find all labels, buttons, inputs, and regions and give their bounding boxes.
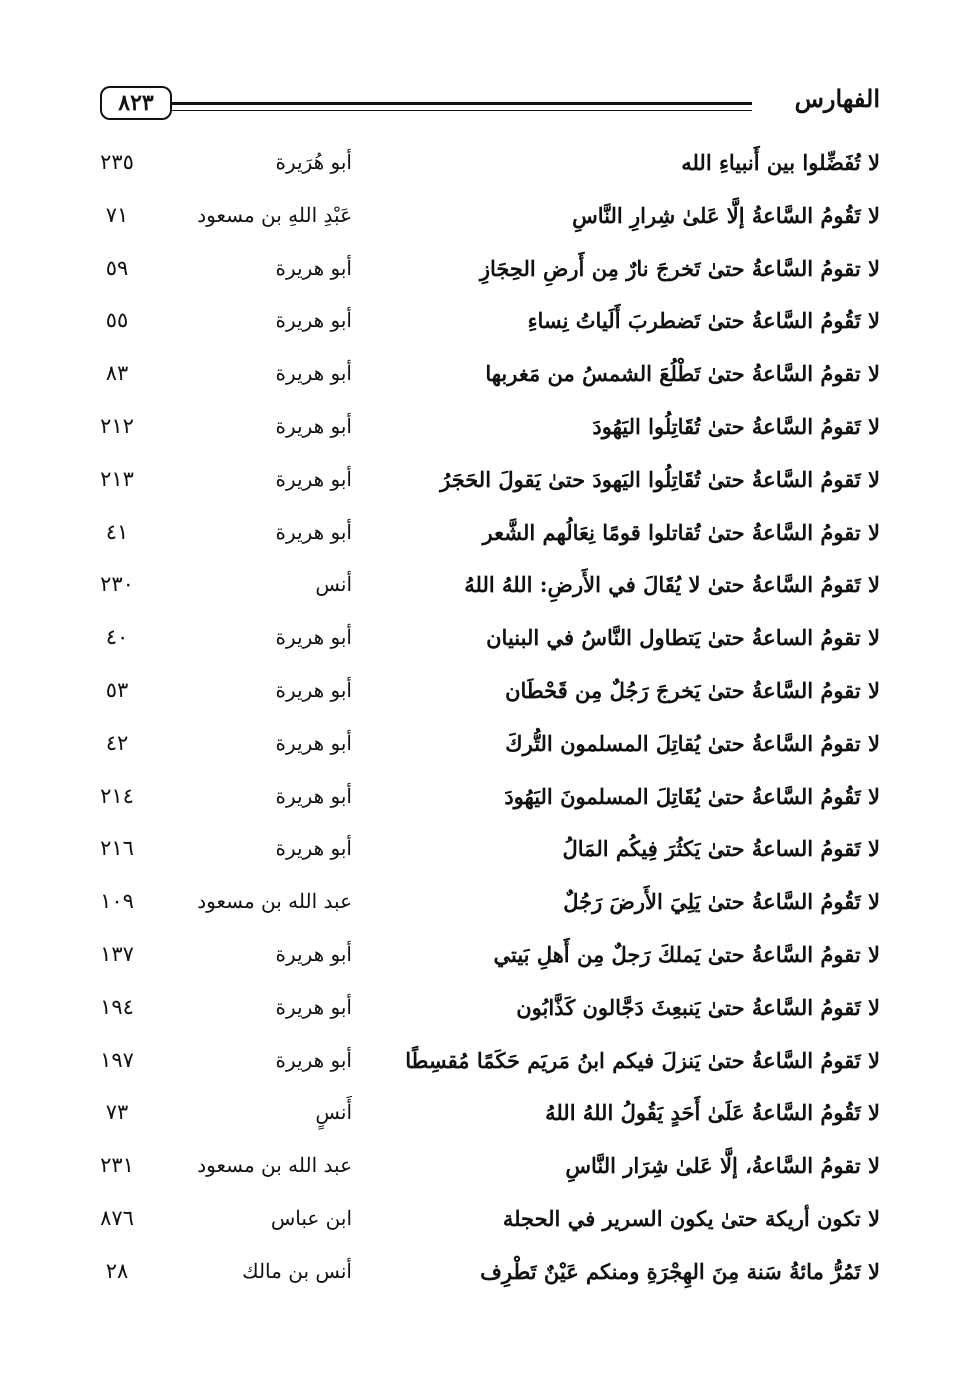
narrator: أبو هريرة bbox=[275, 625, 352, 650]
narrator: أبو هريرة bbox=[275, 255, 352, 280]
hadith-text: لا تقومُ السَّاعةُ حتىٰ يَخرجَ رَجُلٌ مِن قَحْطَان bbox=[505, 677, 880, 703]
index-row bbox=[60, 193, 880, 246]
page-reference: ٢٣٠ bbox=[100, 572, 134, 597]
hadith-text: لا تَقُومُ السَّاعةُ حتىٰ يَلِيَ الأَرضَ رَجُلٌ bbox=[563, 889, 880, 915]
page-reference: ٢١٣ bbox=[100, 466, 134, 491]
hadith-text: لا تقومُ السَّاعةُ حتىٰ تَطْلُعَ الشمسُ من مَغربها bbox=[485, 361, 880, 387]
hadith-text: لا تَقومُ السَّاعةُ حتىٰ تُقَاتِلُوا اليَهودَ حتىٰ يَقولَ الحَجَرُ bbox=[440, 466, 880, 492]
index-row bbox=[60, 457, 880, 510]
index-row bbox=[60, 562, 880, 615]
narrator: أبو هريرة bbox=[275, 308, 352, 333]
page-reference: ١٩٤ bbox=[100, 994, 134, 1019]
narrator: أبو هريرة bbox=[275, 994, 352, 1019]
hadith-text: لا تَقومُ السَّاعةُ حتىٰ تُقَاتِلُوا اليَهُودَ bbox=[592, 413, 880, 439]
hadith-text: لا تَقومُ السَّاعةُ حتىٰ يَنزلَ فيكم ابنُ مَريَم حَكَمًا مُقسِطًا bbox=[405, 1047, 880, 1073]
hadith-text: لا تقومُ الساعةُ حتىٰ يَتطاول النَّاسُ في البنيان bbox=[486, 625, 880, 651]
narrator: أبو هريرة bbox=[275, 413, 352, 438]
index-row bbox=[60, 774, 880, 827]
hadith-text: لا تَقُومُ السَّاعةُ حتىٰ يُقَاتِلَ المسلمونَ اليَهُودَ bbox=[504, 783, 880, 809]
narrator: أبو هريرة bbox=[275, 361, 352, 386]
narrator: أبو هريرة bbox=[275, 941, 352, 966]
hadith-text: لا تكون أريكة حتىٰ يكون السرير في الحجلة bbox=[502, 1205, 880, 1231]
page-reference: ٨٣ bbox=[105, 361, 129, 386]
narrator: أبو هريرة bbox=[275, 836, 352, 861]
page-reference: ١٣٧ bbox=[100, 941, 134, 966]
index-row bbox=[60, 932, 880, 985]
narrator: عبد الله بن مسعود bbox=[197, 1153, 352, 1178]
index-row bbox=[60, 985, 880, 1038]
page-reference: ٢٣٥ bbox=[100, 150, 134, 174]
page-reference: ٢٣١ bbox=[100, 1153, 134, 1178]
narrator: أبو هريرة bbox=[275, 783, 352, 808]
index-row bbox=[60, 668, 880, 721]
hadith-text: لا تقومُ السَّاعةُ حتىٰ يَملكَ رَجلٌ مِن أَهلِ بَيتي bbox=[493, 941, 880, 967]
index-row bbox=[60, 1196, 880, 1249]
page-reference: ٤٠ bbox=[105, 625, 129, 650]
hadith-text: لا تقومُ السَّاعةُ حتىٰ تَخرجَ نارٌ مِن أَرضِ الحِجَازِ bbox=[479, 255, 880, 281]
narrator: أبو هريرة bbox=[275, 730, 352, 755]
hadith-text: لا تُفَضِّلوا بين أَنبياءِ الله bbox=[681, 150, 880, 175]
page-reference: ٨٧٦ bbox=[100, 1205, 134, 1230]
hadith-text: لا تقومُ السَّاعةُ حتىٰ تُقاتلوا قومًا نِعَالُهم الشَّعر bbox=[482, 519, 880, 545]
hadith-text: لا تَقومُ الساعةُ حتىٰ يَكثُرَ فِيكُم المَالُ bbox=[562, 836, 880, 862]
page-reference: ٥٥ bbox=[105, 308, 129, 333]
narrator: أبو هريرة bbox=[275, 677, 352, 702]
page-reference: ٤١ bbox=[105, 519, 129, 544]
narrator: عبد الله بن مسعود bbox=[197, 889, 352, 914]
narrator: أَنسٍ bbox=[315, 1100, 352, 1125]
hadith-index-list bbox=[60, 140, 880, 1302]
narrator: أبو هريرة bbox=[275, 466, 352, 491]
index-row bbox=[60, 1249, 880, 1302]
page-reference: ٢١٤ bbox=[100, 783, 134, 808]
hadith-text: لا تَقُومُ السَّاعةُ حتىٰ تَضطربَ أَلَياتُ نِساءِ bbox=[527, 308, 880, 334]
narrator: عَبْدِ اللهِ بن مسعود bbox=[197, 202, 352, 227]
index-row bbox=[60, 826, 880, 879]
index-row bbox=[60, 615, 880, 668]
index-row bbox=[60, 246, 880, 299]
hadith-text: لا تَقُومُ السَّاعةُ عَلَىٰ أَحَدٍ يَقُولُ اللهُ اللهُ bbox=[545, 1100, 880, 1126]
running-head: الفهارس bbox=[794, 84, 880, 113]
index-row bbox=[60, 1090, 880, 1143]
page-reference: ١٠٩ bbox=[100, 889, 134, 914]
page-reference: ٢١٢ bbox=[100, 413, 134, 438]
narrator: أبو هريرة bbox=[275, 519, 352, 544]
page-reference: ٢١٦ bbox=[100, 836, 134, 861]
narrator: أبو هريرة bbox=[275, 1047, 352, 1072]
index-row bbox=[60, 351, 880, 404]
hadith-text: لا تَقومُ السَّاعةُ حتىٰ يَنبعِثَ دَجَّالون كَذَّابُون bbox=[516, 994, 880, 1020]
hadith-text: لا تقومُ السَّاعةُ، إلَّا عَلىٰ شِرَار النَّاسِ bbox=[565, 1153, 880, 1179]
narrator: ابن عباس bbox=[270, 1205, 352, 1230]
page-reference: ٧١ bbox=[105, 202, 129, 227]
page-reference: ٥٩ bbox=[105, 255, 129, 280]
index-row bbox=[60, 1143, 880, 1196]
page-header bbox=[100, 86, 880, 126]
narrator: أنس bbox=[315, 572, 352, 597]
page-reference: ٥٣ bbox=[105, 677, 129, 702]
page-reference: ٤٢ bbox=[105, 730, 129, 755]
narrator: أبو هُرَيرة bbox=[275, 150, 352, 174]
page-number: ٨٢٣ bbox=[100, 86, 172, 120]
hadith-text: لا تَقومُ السَّاعةُ حتىٰ لا يُقَالَ في الأَرضِ: اللهُ اللهُ bbox=[464, 572, 880, 598]
page-reference: ٢٨ bbox=[105, 1258, 129, 1283]
hadith-text: لا تقومُ السَّاعةُ حتىٰ يُقاتِلَ المسلمون التُّركَ bbox=[505, 730, 880, 756]
page-reference: ٧٣ bbox=[105, 1100, 129, 1125]
narrator: أنس بن مالك bbox=[242, 1258, 352, 1283]
header-rule bbox=[170, 102, 752, 111]
index-row bbox=[60, 1038, 880, 1091]
index-row bbox=[60, 140, 880, 193]
page-reference: ١٩٧ bbox=[100, 1047, 134, 1072]
index-row bbox=[60, 510, 880, 563]
hadith-text: لا تَقُومُ السَّاعةُ إلَّا عَلىٰ شِرارِ النَّاسِ bbox=[572, 202, 880, 228]
index-row bbox=[60, 879, 880, 932]
index-row bbox=[60, 721, 880, 774]
index-row bbox=[60, 404, 880, 457]
index-row bbox=[60, 298, 880, 351]
hadith-text: لا تَمُرُّ مائةُ سَنة مِنَ الهِجْرَةِ ومنكم عَيْنٌ تَطْرِف bbox=[480, 1258, 880, 1284]
